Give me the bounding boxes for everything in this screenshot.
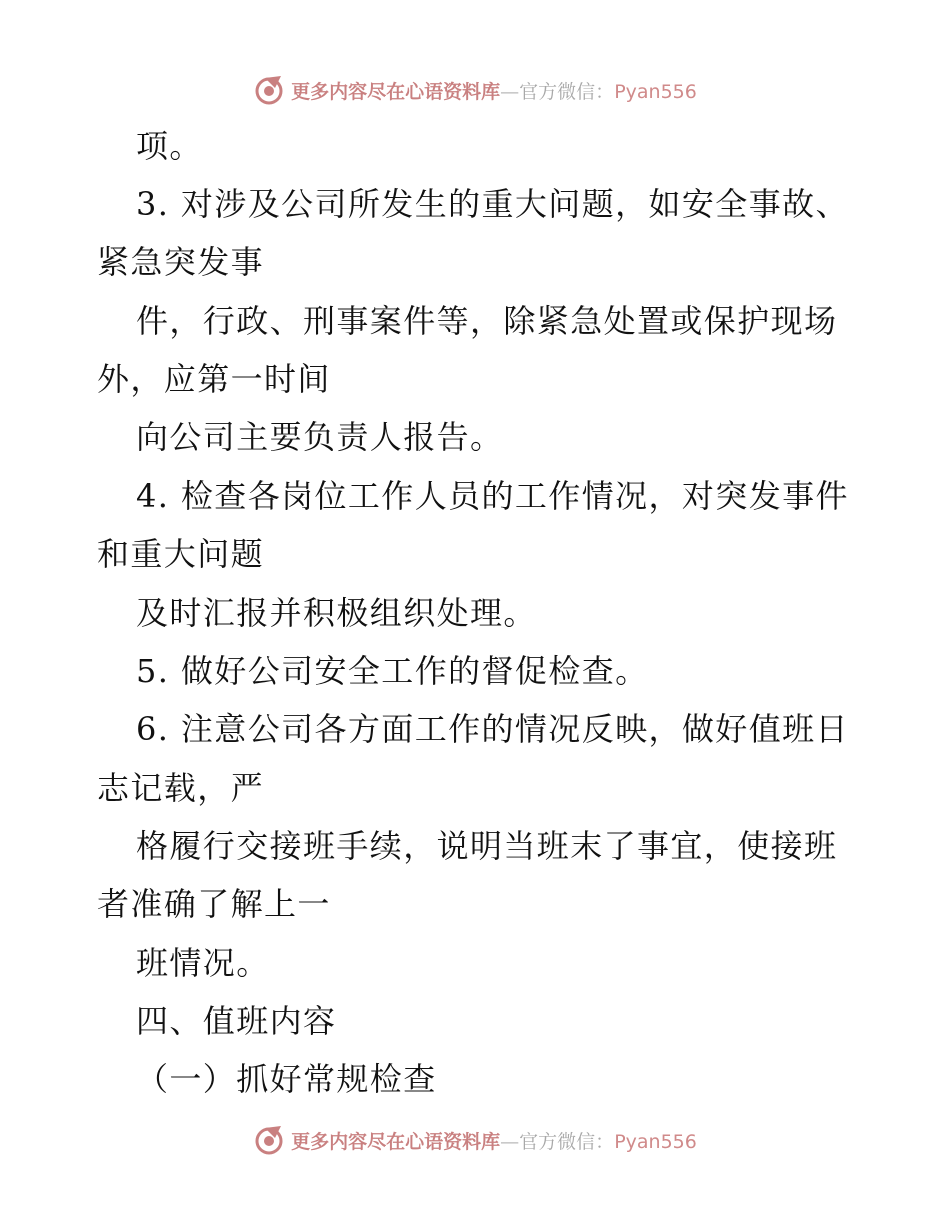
body-line: 3. 对涉及公司所发生的重大问题，如安全事故、 (136, 185, 849, 223)
body-line: 5. 做好公司安全工作的督促检查。 (136, 652, 649, 690)
body-line: 件，行政、刑事案件等，除紧急处置或保护现场 (136, 302, 838, 340)
header-banner-separator: — (500, 80, 520, 103)
header-banner-main: 更多内容尽在心语资料库 (291, 80, 501, 103)
body-line: 及时汇报并积极组织处理。 (136, 594, 537, 632)
pen-logo-icon (253, 1124, 285, 1156)
body-line: 和重大问题 (97, 535, 265, 573)
footer-banner-separator: — (500, 1130, 520, 1153)
subsection-heading: （一）抓好常规检查 (136, 1060, 437, 1098)
footer-banner-text (291, 1127, 697, 1154)
footer-banner-main: 更多内容尽在心语资料库 (291, 1130, 501, 1153)
header-banner-wechat-label: 官方微信： (519, 80, 615, 103)
body-line: 项。 (136, 127, 203, 165)
body-line: 志记载，严 (97, 769, 265, 807)
section-heading: 四、值班内容 (136, 1002, 337, 1040)
body-line: 外，应第一时间 (97, 360, 331, 398)
body-line: 4. 检查各岗位工作人员的工作情况，对突发事件 (136, 477, 849, 515)
body-line: 紧急突发事 (97, 243, 265, 281)
body-line: 向公司主要负责人报告。 (136, 418, 504, 456)
footer-banner-wechat-id: Pyan556 (614, 1130, 697, 1153)
body-line: 格履行交接班手续，说明当班末了事宜，使接班 (136, 827, 838, 865)
body-line: 6. 注意公司各方面工作的情况反映，做好值班日 (136, 710, 849, 748)
body-line: 班情况。 (136, 944, 270, 982)
body-line: 者准确了解上一 (97, 885, 331, 923)
header-banner-wechat-id: Pyan556 (614, 80, 697, 103)
footer-banner (0, 1120, 950, 1160)
footer-banner-wechat-label: 官方微信： (519, 1130, 615, 1153)
